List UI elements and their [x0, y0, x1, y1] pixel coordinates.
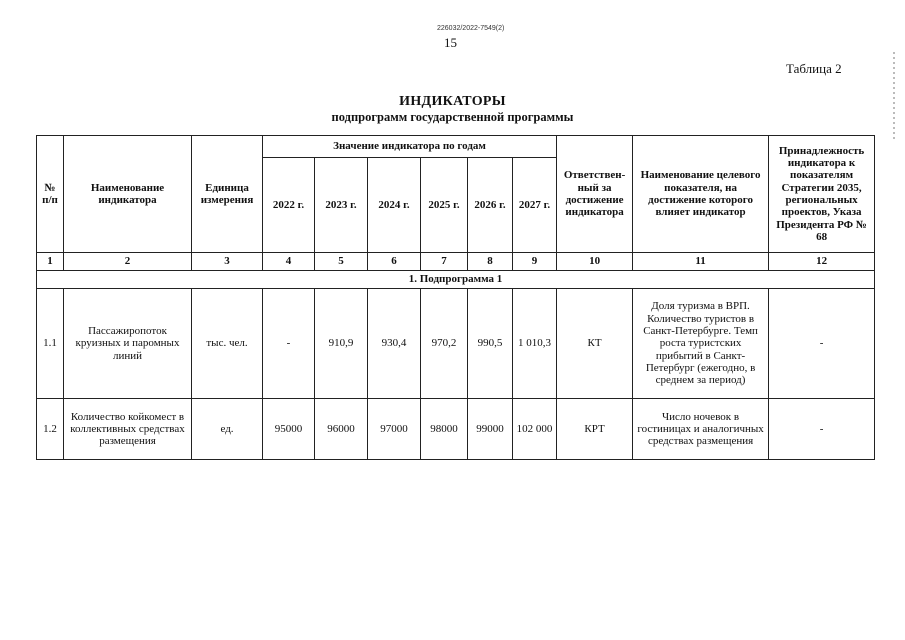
column-number: 11: [633, 253, 769, 271]
column-number: 9: [513, 253, 557, 271]
table-row: [37, 289, 875, 399]
row-responsible: КРТ: [557, 399, 633, 460]
column-number: 1: [37, 253, 64, 271]
column-number: 5: [315, 253, 368, 271]
header-no: № п/п: [37, 136, 64, 253]
row-value: 97000: [368, 399, 421, 460]
row-name: Пассажиропоток круизных и паромных линий: [64, 289, 192, 399]
row-value: 970,2: [421, 289, 468, 399]
row-value: 990,5: [468, 289, 513, 399]
row-no: 1.2: [37, 399, 64, 460]
page-subtitle: подпрограмм государственной программы: [331, 110, 574, 124]
row-unit: тыс. чел.: [192, 289, 263, 399]
page-number: 15: [444, 35, 457, 50]
row-value: 1 010,3: [513, 289, 557, 399]
column-number: 10: [557, 253, 633, 271]
section-row: [37, 271, 875, 289]
section-title: 1. Подпрограмма 1: [37, 271, 875, 289]
column-number: 7: [421, 253, 468, 271]
page-title: ИНДИКАТОРЫ: [399, 94, 506, 109]
header-year: 2026 г.: [468, 158, 513, 253]
column-number: 4: [263, 253, 315, 271]
table-row: [37, 399, 875, 460]
document-number: 226032/2022-7549(2): [437, 25, 505, 32]
header-values-group: Значение индикатора по годам: [263, 136, 557, 158]
row-target: Доля туризма в ВРП. Количество туристов в Санкт-Петербурге. Темп роста туристских прибытий в Санкт-Петербург (ежегодно, в среднем за период): [633, 289, 769, 399]
row-belonging: -: [769, 289, 875, 399]
header-belonging: Принадлежность индикатора к показателям Стратегии 2035, региональных проектов, Указа Президента РФ № 68: [769, 136, 875, 253]
row-value: 95000: [263, 399, 315, 460]
header-responsible: Ответствен-ный за достижение индикатора: [557, 136, 633, 253]
header-year: 2025 г.: [421, 158, 468, 253]
header-year: 2027 г.: [513, 158, 557, 253]
row-responsible: КТ: [557, 289, 633, 399]
header-unit: Единица измерения: [192, 136, 263, 253]
column-number: 8: [468, 253, 513, 271]
indicators-table: [36, 135, 875, 460]
row-value: 98000: [421, 399, 468, 460]
header-row-top: [37, 136, 875, 158]
row-belonging: -: [769, 399, 875, 460]
row-value: 102 000: [513, 399, 557, 460]
row-value: 99000: [468, 399, 513, 460]
column-number: 12: [769, 253, 875, 271]
header-target: Наименование целевого показателя, на достижение которого влияет индикатор: [633, 136, 769, 253]
column-number: 6: [368, 253, 421, 271]
column-number: 2: [64, 253, 192, 271]
header-name: Наименование индикатора: [64, 136, 192, 253]
row-value: -: [263, 289, 315, 399]
table-label: Таблица 2: [786, 61, 842, 76]
row-value: 910,9: [315, 289, 368, 399]
row-name: Количество койкомест в коллективных средствах размещения: [64, 399, 192, 460]
row-no: 1.1: [37, 289, 64, 399]
column-number: 3: [192, 253, 263, 271]
header-year: 2022 г.: [263, 158, 315, 253]
row-target: Число ночевок в гостиницах и аналогичных средствах размещения: [633, 399, 769, 460]
row-unit: ед.: [192, 399, 263, 460]
column-numbers-row: [37, 253, 875, 271]
header-year: 2024 г.: [368, 158, 421, 253]
header-year: 2023 г.: [315, 158, 368, 253]
row-value: 96000: [315, 399, 368, 460]
row-value: 930,4: [368, 289, 421, 399]
